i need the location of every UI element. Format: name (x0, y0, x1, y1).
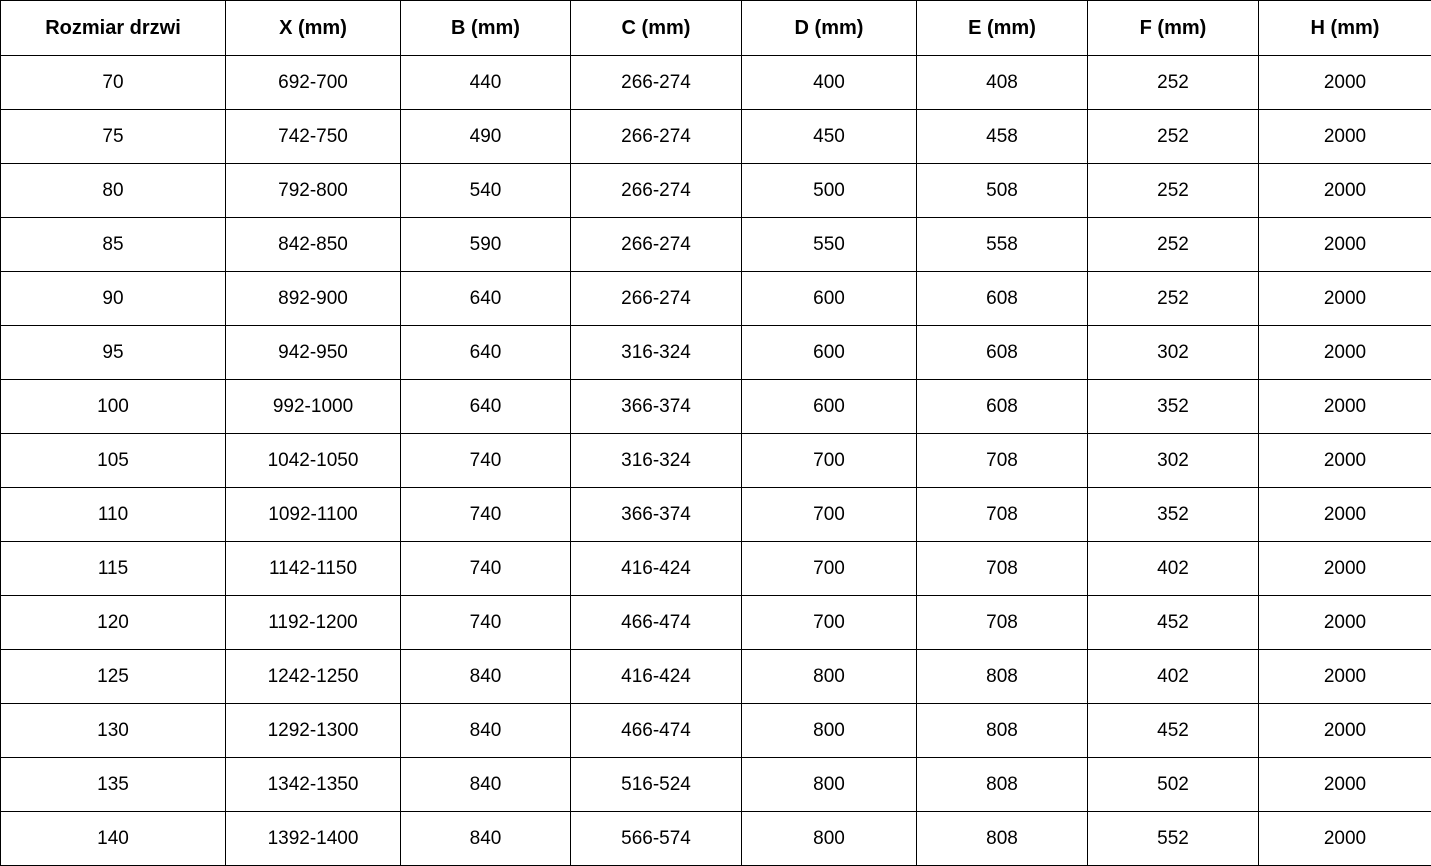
table-cell: 640 (401, 272, 571, 326)
table-cell: 800 (742, 650, 917, 704)
table-cell: 1192-1200 (226, 596, 401, 650)
table-cell: 640 (401, 380, 571, 434)
table-cell: 2000 (1259, 110, 1431, 164)
table-cell: 490 (401, 110, 571, 164)
table-cell: 552 (1088, 812, 1259, 866)
table-cell: 130 (1, 704, 226, 758)
table-cell: 105 (1, 434, 226, 488)
table-cell: 740 (401, 596, 571, 650)
table-row (1, 56, 1431, 110)
header-row (1, 1, 1431, 56)
table-cell: 808 (917, 812, 1088, 866)
table-cell: 440 (401, 56, 571, 110)
table-cell: 740 (401, 434, 571, 488)
table-cell: 266-274 (571, 272, 742, 326)
table-cell: 266-274 (571, 218, 742, 272)
table-cell: 2000 (1259, 164, 1431, 218)
column-header: H (mm) (1259, 1, 1431, 56)
table-cell: 125 (1, 650, 226, 704)
table-cell: 558 (917, 218, 1088, 272)
table-cell: 352 (1088, 488, 1259, 542)
column-header: F (mm) (1088, 1, 1259, 56)
table-cell: 458 (917, 110, 1088, 164)
table-cell: 800 (742, 812, 917, 866)
table-cell: 740 (401, 542, 571, 596)
table-cell: 550 (742, 218, 917, 272)
table-cell: 708 (917, 596, 1088, 650)
table-cell: 1142-1150 (226, 542, 401, 596)
table-cell: 402 (1088, 650, 1259, 704)
table-cell: 708 (917, 542, 1088, 596)
table-row (1, 380, 1431, 434)
table-cell: 640 (401, 326, 571, 380)
table-cell: 1042-1050 (226, 434, 401, 488)
table-cell: 740 (401, 488, 571, 542)
table-cell: 800 (742, 704, 917, 758)
table-cell: 700 (742, 488, 917, 542)
table-row (1, 596, 1431, 650)
table-cell: 80 (1, 164, 226, 218)
table-cell: 1092-1100 (226, 488, 401, 542)
column-header: C (mm) (571, 1, 742, 56)
table-cell: 140 (1, 812, 226, 866)
table-cell: 842-850 (226, 218, 401, 272)
table-row (1, 812, 1431, 866)
table-row (1, 488, 1431, 542)
table-cell: 800 (742, 758, 917, 812)
table-cell: 540 (401, 164, 571, 218)
table-cell: 352 (1088, 380, 1259, 434)
table-body (1, 56, 1431, 866)
table-cell: 252 (1088, 164, 1259, 218)
table-cell: 252 (1088, 56, 1259, 110)
table-cell: 700 (742, 542, 917, 596)
table-row (1, 542, 1431, 596)
table-cell: 840 (401, 650, 571, 704)
table-cell: 90 (1, 272, 226, 326)
table-cell: 600 (742, 272, 917, 326)
table-cell: 600 (742, 380, 917, 434)
table-cell: 266-274 (571, 56, 742, 110)
table-cell: 700 (742, 596, 917, 650)
table-row (1, 326, 1431, 380)
table-cell: 466-474 (571, 596, 742, 650)
table-cell: 452 (1088, 704, 1259, 758)
table-cell: 316-324 (571, 326, 742, 380)
table-cell: 942-950 (226, 326, 401, 380)
table-cell: 608 (917, 380, 1088, 434)
table-cell: 1342-1350 (226, 758, 401, 812)
table-cell: 700 (742, 434, 917, 488)
table-cell: 1242-1250 (226, 650, 401, 704)
table-cell: 992-1000 (226, 380, 401, 434)
table-cell: 252 (1088, 110, 1259, 164)
table-cell: 2000 (1259, 812, 1431, 866)
table-cell: 2000 (1259, 650, 1431, 704)
table-cell: 792-800 (226, 164, 401, 218)
table-cell: 450 (742, 110, 917, 164)
table-row (1, 110, 1431, 164)
table-row (1, 758, 1431, 812)
table-cell: 400 (742, 56, 917, 110)
table-cell: 808 (917, 704, 1088, 758)
table-cell: 566-574 (571, 812, 742, 866)
table-cell: 516-524 (571, 758, 742, 812)
table-row (1, 164, 1431, 218)
table-row (1, 434, 1431, 488)
table-cell: 840 (401, 758, 571, 812)
table-cell: 100 (1, 380, 226, 434)
table-cell: 508 (917, 164, 1088, 218)
table-cell: 316-324 (571, 434, 742, 488)
table-cell: 590 (401, 218, 571, 272)
table-cell: 70 (1, 56, 226, 110)
table-cell: 466-474 (571, 704, 742, 758)
table-cell: 2000 (1259, 758, 1431, 812)
table-cell: 2000 (1259, 272, 1431, 326)
table-cell: 120 (1, 596, 226, 650)
table-row (1, 650, 1431, 704)
table-cell: 502 (1088, 758, 1259, 812)
table-cell: 366-374 (571, 380, 742, 434)
table-cell: 135 (1, 758, 226, 812)
table-cell: 85 (1, 218, 226, 272)
table-cell: 500 (742, 164, 917, 218)
column-header: E (mm) (917, 1, 1088, 56)
table-cell: 1292-1300 (226, 704, 401, 758)
table-cell: 708 (917, 488, 1088, 542)
table-cell: 2000 (1259, 326, 1431, 380)
table-cell: 2000 (1259, 218, 1431, 272)
table-cell: 608 (917, 272, 1088, 326)
table-cell: 416-424 (571, 542, 742, 596)
table-cell: 2000 (1259, 380, 1431, 434)
table-row (1, 272, 1431, 326)
table-cell: 892-900 (226, 272, 401, 326)
table-cell: 2000 (1259, 542, 1431, 596)
table-cell: 266-274 (571, 164, 742, 218)
column-header: D (mm) (742, 1, 917, 56)
table-cell: 840 (401, 812, 571, 866)
table-cell: 402 (1088, 542, 1259, 596)
table-cell: 708 (917, 434, 1088, 488)
table-cell: 2000 (1259, 488, 1431, 542)
table-cell: 266-274 (571, 110, 742, 164)
table-cell: 110 (1, 488, 226, 542)
table-cell: 302 (1088, 326, 1259, 380)
table-cell: 408 (917, 56, 1088, 110)
table-cell: 416-424 (571, 650, 742, 704)
table-cell: 115 (1, 542, 226, 596)
table-cell: 808 (917, 650, 1088, 704)
table-row (1, 704, 1431, 758)
table-cell: 600 (742, 326, 917, 380)
table-cell: 692-700 (226, 56, 401, 110)
table-cell: 2000 (1259, 596, 1431, 650)
table-cell: 608 (917, 326, 1088, 380)
table-cell: 2000 (1259, 704, 1431, 758)
table-cell: 2000 (1259, 434, 1431, 488)
table-cell: 742-750 (226, 110, 401, 164)
column-header: Rozmiar drzwi (1, 1, 226, 56)
table-cell: 808 (917, 758, 1088, 812)
table-cell: 366-374 (571, 488, 742, 542)
table-cell: 302 (1088, 434, 1259, 488)
table-cell: 452 (1088, 596, 1259, 650)
table-row (1, 218, 1431, 272)
table-cell: 2000 (1259, 56, 1431, 110)
table-cell: 95 (1, 326, 226, 380)
column-header: X (mm) (226, 1, 401, 56)
table-cell: 1392-1400 (226, 812, 401, 866)
table-cell: 75 (1, 110, 226, 164)
table-cell: 252 (1088, 218, 1259, 272)
table-cell: 840 (401, 704, 571, 758)
column-header: B (mm) (401, 1, 571, 56)
table-cell: 252 (1088, 272, 1259, 326)
